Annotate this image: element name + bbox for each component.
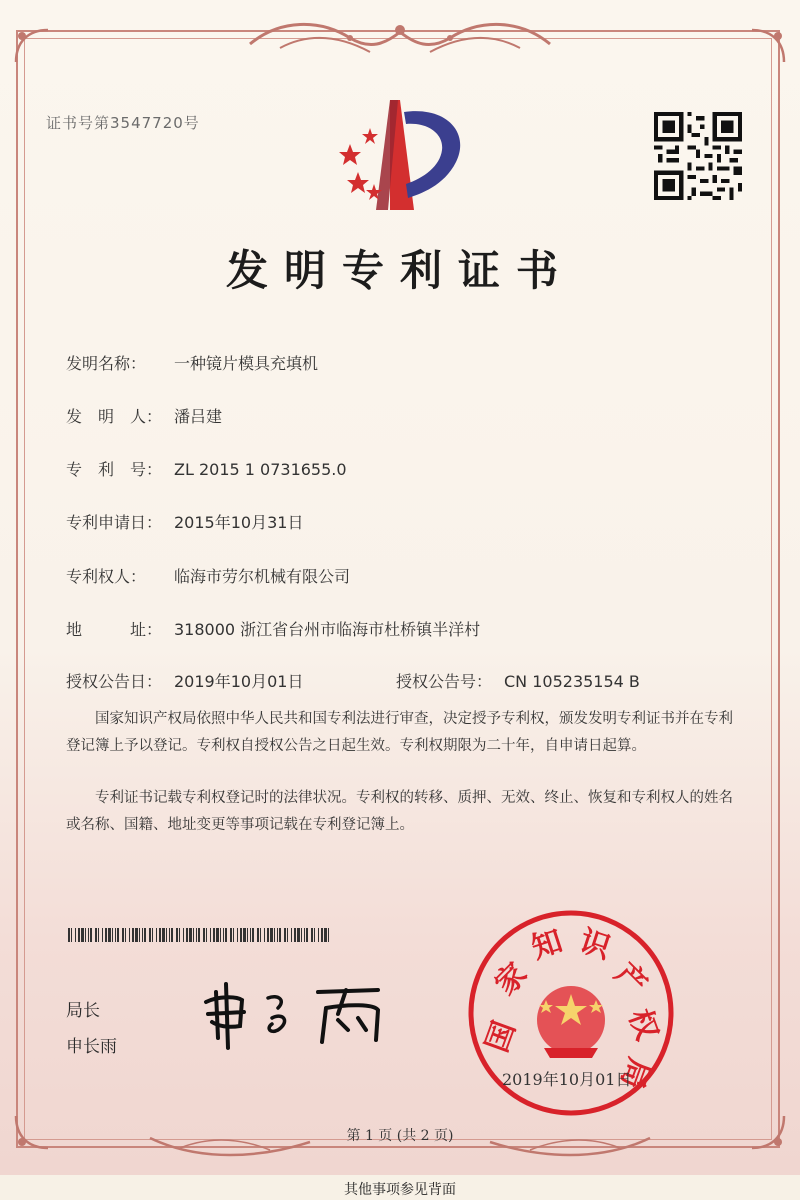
certificate-title: 发明专利证书 xyxy=(225,246,574,295)
svg-text:家: 家 xyxy=(488,956,535,1003)
svg-text:知: 知 xyxy=(527,923,567,967)
director-title: 局长 xyxy=(66,1001,100,1021)
patent-number-label: 专 利 号： xyxy=(66,460,163,479)
filing-date-value: 2015年10月31日 xyxy=(174,513,304,532)
qr-code-icon xyxy=(654,112,742,200)
svg-text:产: 产 xyxy=(607,956,654,1003)
invention-name-label: 发明名称： xyxy=(66,354,147,373)
seal-date: 2019年10月01日 xyxy=(502,1070,632,1089)
invention-name-row xyxy=(66,351,318,374)
inventor-row xyxy=(66,404,222,427)
body-paragraph: 专利证书记载专利权登记时的法律状况。专利权的转移、质押、无效、终止、恢复和专利权人的姓名或名称、国籍、地址变更等事项记载在专利登记簿上。 xyxy=(66,790,733,833)
certificate-number: 证书号第3547720号 xyxy=(46,114,200,132)
director-name: 申长雨 xyxy=(66,1037,117,1057)
director-signature-icon xyxy=(198,978,398,1050)
grant-number-label: 授权公告号： xyxy=(396,672,493,691)
grant-date-value: 2019年10月01日 xyxy=(174,672,304,691)
patent-number-row xyxy=(66,457,347,480)
barcode-icon xyxy=(68,928,330,942)
address-label: 地 址： xyxy=(66,620,163,639)
patent-number-value: ZL 2015 1 0731655.0 xyxy=(174,460,347,479)
address-row xyxy=(66,617,480,640)
svg-text:权: 权 xyxy=(621,1004,665,1045)
patentee-row xyxy=(66,564,350,587)
inventor-label: 发 明 人： xyxy=(66,407,163,426)
body-paragraph: 国家知识产权局依照中华人民共和国专利法进行审查，决定授予专利权，颁发发明专利证书并在专利登记簿上予以登记。专利权自授权公告之日起生效。专利权期限为二十年，自申请日起算。 xyxy=(66,711,733,754)
svg-text:识: 识 xyxy=(575,923,615,967)
grant-number-value: CN 105235154 B xyxy=(504,672,640,691)
patentee-label: 专利权人： xyxy=(66,567,147,586)
inventor-value: 潘吕建 xyxy=(174,407,223,426)
address-value: 318000 浙江省台州市临海市杜桥镇半洋村 xyxy=(174,620,481,639)
grant-date-label: 授权公告日： xyxy=(66,672,163,691)
grant-date-row xyxy=(66,669,303,692)
svg-text:局: 局 xyxy=(613,1053,657,1094)
filing-date-row xyxy=(66,510,303,533)
svg-text:国: 国 xyxy=(479,1016,523,1057)
top-ornament-icon xyxy=(240,14,560,62)
patentee-value: 临海市劳尔机械有限公司 xyxy=(174,567,351,586)
grant-number-row xyxy=(396,669,640,692)
patent-office-logo-icon xyxy=(328,98,478,216)
corner-ornament-icon xyxy=(748,26,788,66)
page-number: 第 1 页 (共 2 页) xyxy=(346,1128,454,1144)
invention-name-value: 一种镜片模具充填机 xyxy=(174,354,319,373)
footer-note: 其他事项参见背面 xyxy=(344,1182,456,1198)
filing-date-label: 专利申请日： xyxy=(66,513,163,532)
corner-ornament-icon xyxy=(12,26,52,66)
